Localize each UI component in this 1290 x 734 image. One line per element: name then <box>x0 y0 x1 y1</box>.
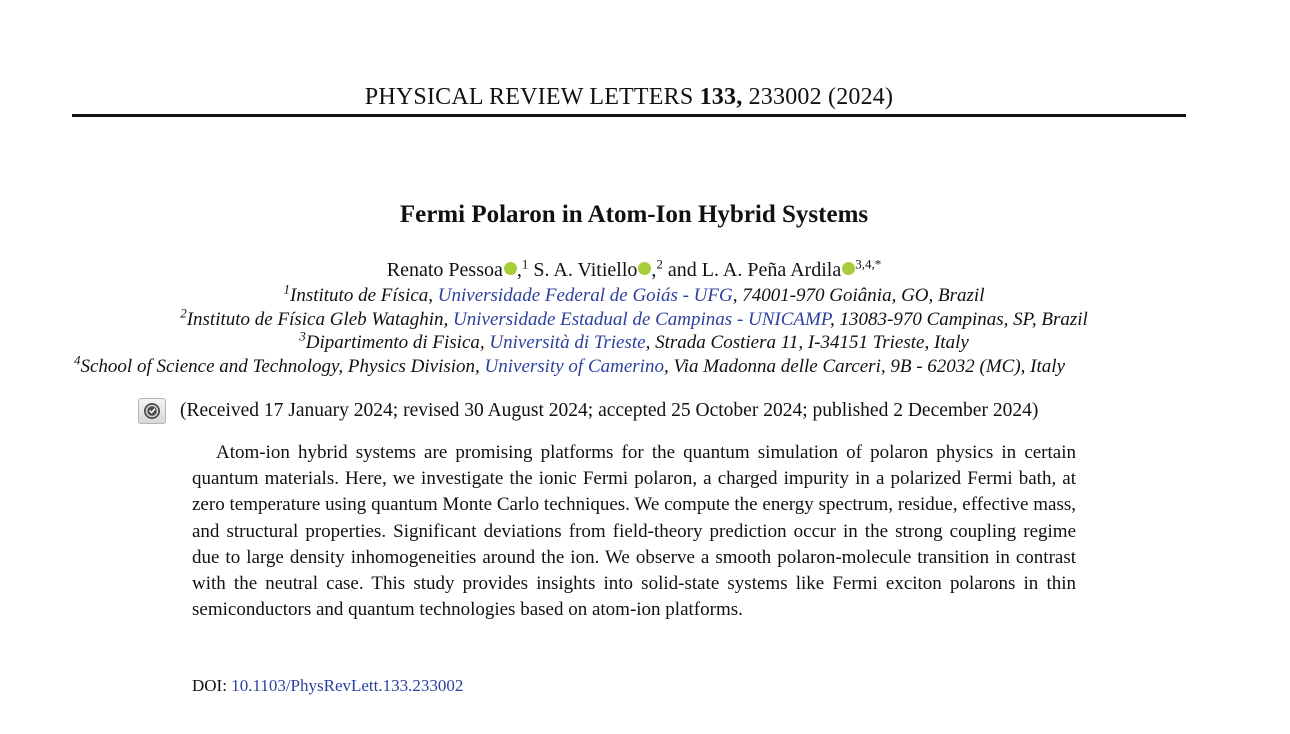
affiliation-link[interactable]: Universidade Federal de Goiás - UFG <box>437 285 733 306</box>
affiliation-text: Instituto de Física Gleb Wataghin, <box>186 308 454 330</box>
journal-volume: 133, <box>699 84 743 110</box>
abstract <box>192 440 1076 623</box>
author-name[interactable]: L. A. Peña Ardila <box>701 259 842 281</box>
author-separator: and <box>667 259 697 281</box>
received-dates: (Received 17 January 2024; revised 30 August 2024; accepted 25 October 2024; published 2 December 2024) <box>180 400 1039 421</box>
orcid-icon[interactable] <box>504 262 517 275</box>
author-name[interactable]: Renato Pessoa <box>386 259 503 281</box>
affiliation-number: 1 <box>283 281 290 297</box>
author-list: Renato Pessoa ,$^1$ S. A. Vitiello ,$^2$ and L. A. Peña Ardila $^{3,4,*}$ <box>386 256 882 281</box>
paper-title: Fermi Polaron in Atom-Ion Hybrid Systems <box>399 201 869 228</box>
affiliation-link[interactable]: University of Camerino <box>484 355 664 377</box>
journal-name: PHYSICAL REVIEW LETTERS <box>364 84 694 110</box>
affiliation-list <box>0 281 1290 378</box>
header-rule <box>72 114 1186 117</box>
affiliation <box>0 281 1268 308</box>
doi-label: DOI: <box>192 676 227 695</box>
doi-link[interactable]: 10.1103/PhysRevLett.133.233002 <box>231 676 464 695</box>
affiliation-number: 3 <box>299 328 306 344</box>
affiliation-text: Instituto de Física, <box>290 285 438 306</box>
author-affiliation-sup: 1 <box>521 256 529 272</box>
affiliation-number: 2 <box>180 305 187 321</box>
journal-article-number: 233002 <box>748 84 822 110</box>
orcid-icon[interactable] <box>638 262 651 275</box>
affiliation-text: , Strada Costiera 11, I-34151 Trieste, Italy <box>645 332 969 353</box>
affiliation <box>0 355 1290 379</box>
affiliation-text: , 13083-970 Campinas, SP, Brazil <box>830 308 1088 330</box>
author-name[interactable]: S. A. Vitiello <box>533 259 638 281</box>
affiliation <box>0 305 1268 332</box>
author-affiliation-sup: 3,4,* <box>855 256 882 272</box>
publication-history <box>138 397 1038 425</box>
doi-line <box>192 674 463 698</box>
affiliation-text: , 74001-970 Goiânia, GO, Brazil <box>732 285 985 306</box>
check-for-updates-icon[interactable] <box>138 398 166 424</box>
abstract-text: Atom-ion hybrid systems are promising platforms for the quantum simulation of polaron physics in certain quantum materials. Here, we investigate the ionic Fermi polaron, a charged impurity in a polarized Fermi bath, at zero temperature using quantum Monte Carlo techniques. We compute the energy spectrum, residue, effective mass, and structural properties. Significant deviations from field-theory prediction occur in the strong coupling regime due to large density inhomogeneities around the ion. We observe a smooth polaron-molecule transition in contrast with the neutral case. This study provides insights into solid-state systems like Fermi exciton polarons in thin semiconductors and quantum technologies based on atom-ion platforms. <box>192 442 1076 621</box>
affiliation-number: 4 <box>74 354 81 368</box>
affiliation-text: School of Science and Technology, Physics Division, <box>80 355 485 377</box>
affiliation-text: , Via Madonna delle Carceri, 9B - 62032 (MC), Italy <box>663 355 1066 377</box>
affiliation <box>0 328 1268 355</box>
affiliation-link[interactable]: Università di Trieste <box>489 332 646 353</box>
journal-header <box>72 82 1186 116</box>
orcid-icon[interactable] <box>842 262 855 275</box>
affiliation-link[interactable]: Universidade Estadual de Campinas - UNICAMP <box>453 308 831 330</box>
affiliation-text: Dipartimento di Fisica, <box>305 332 490 353</box>
journal-year: (2024) <box>828 84 894 110</box>
author-affiliation-sup: 2 <box>656 256 663 272</box>
